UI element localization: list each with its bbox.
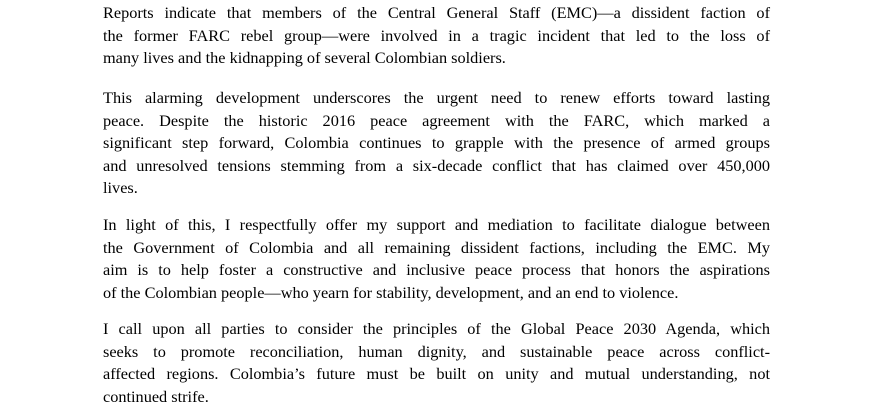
paragraph-line: significant step forward, Colombia continues to grapple with the presence of armed groups <box>103 133 770 153</box>
paragraph-line: Reports indicate that members of the Central General Staff (EMC)—a dissident faction of <box>103 3 770 22</box>
paragraph-line: lives. <box>103 178 138 198</box>
paragraph-line: many lives and the kidnapping of several Colombian soldiers. <box>103 48 506 68</box>
paragraph-line: and unresolved tensions stemming from a six-decade conflict that has claimed over 450,000 <box>103 155 770 175</box>
paragraph-4 <box>103 318 770 408</box>
paragraph-line: In light of this, I respectfully offer my support and mediation to facilitate dialogue between <box>103 215 770 234</box>
paragraph-line: of the Colombian people—who yearn for stability, development, and an end to violence. <box>103 282 679 302</box>
paragraph-line: aim is to help foster a constructive and inclusive peace process that honors the aspirations <box>103 260 770 280</box>
paragraph-line: seeks to promote reconciliation, human dignity, and sustainable peace across conflict- <box>103 341 770 361</box>
paragraph-line: I call upon all parties to consider the principles of the Global Peace 2030 Agenda, which <box>103 319 770 338</box>
paragraph-1 <box>103 2 770 70</box>
paragraph-line: the former FARC rebel group—were involved in a tragic incident that led to the loss of <box>103 25 770 45</box>
paragraph-line: the Government of Colombia and all remaining dissident factions, including the EMC. My <box>103 237 770 257</box>
paragraph-line: This alarming development underscores the urgent need to renew efforts toward lasting <box>103 88 770 107</box>
paragraph-line: affected regions. Colombia’s future must be built on unity and mutual understanding, not <box>103 364 770 384</box>
paragraph-3 <box>103 214 770 304</box>
paragraph-line: continued strife. <box>103 386 209 406</box>
paragraph-line: peace. Despite the historic 2016 peace agreement with the FARC, which marked a <box>103 110 770 130</box>
paragraph-2 <box>103 87 770 200</box>
